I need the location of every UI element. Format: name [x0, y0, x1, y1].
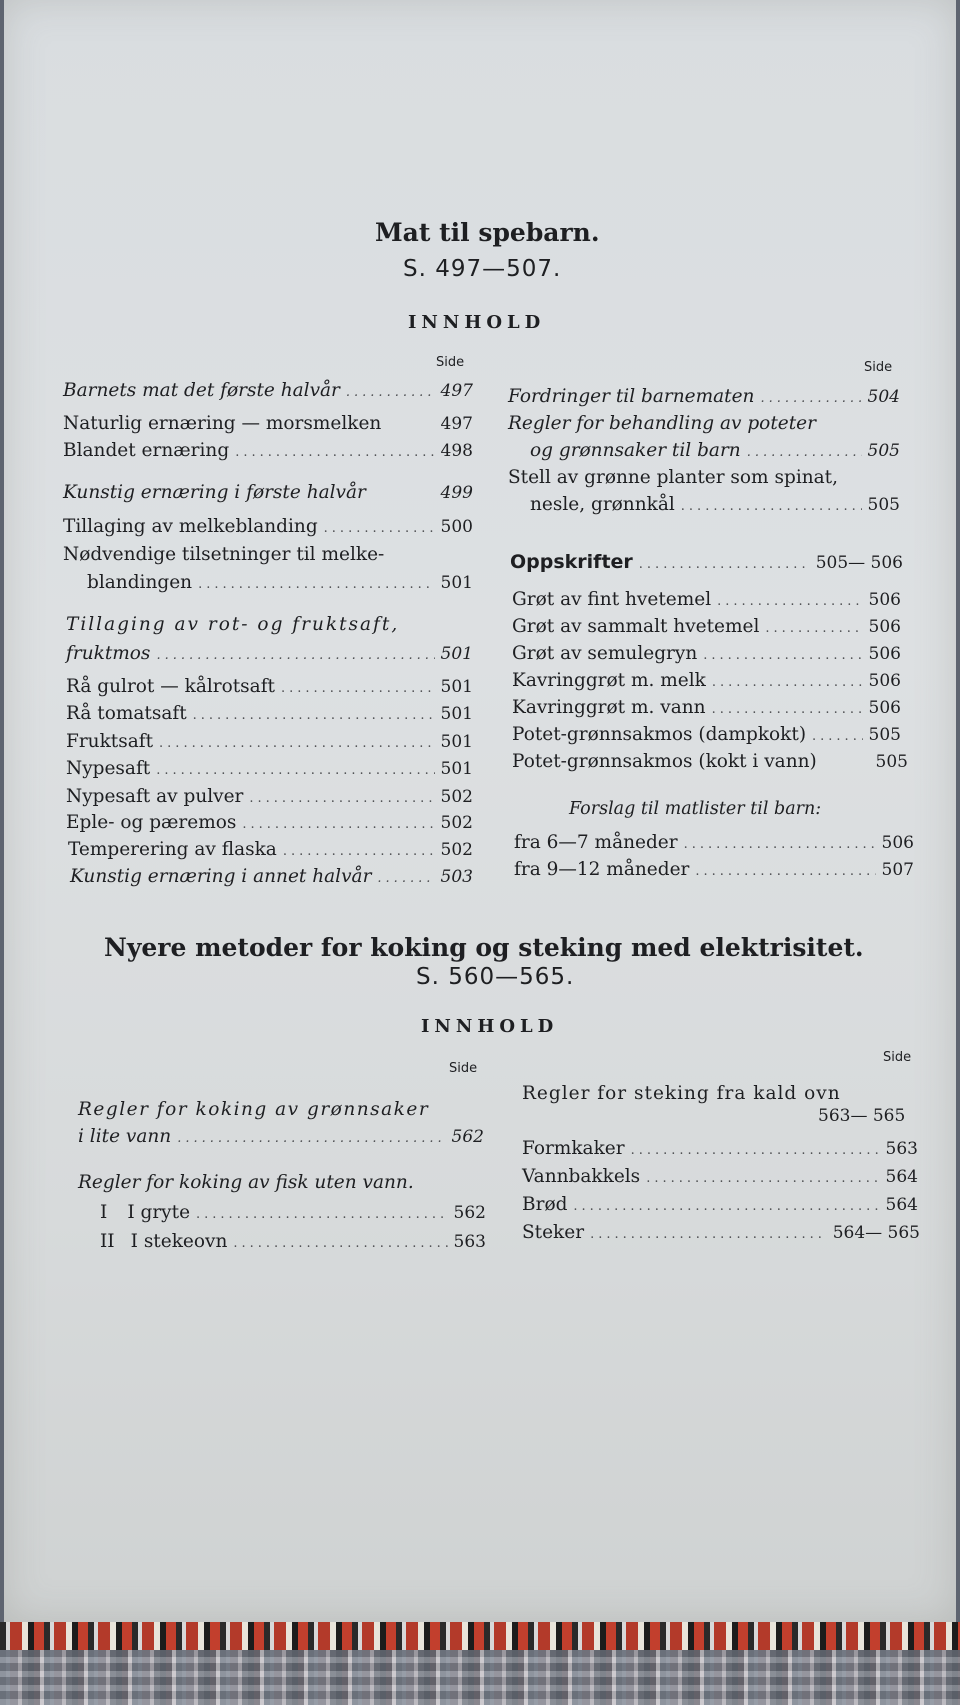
toc-entry: Steker ..... 564— 565 — [522, 1222, 920, 1243]
toc-entry: Potet-grønnsakmos (dampkokt) ..... 505 — [512, 724, 901, 745]
toc-entry: Kunstig ernæring i annet halvår ..... 503 — [70, 866, 473, 887]
toc-section-header: Oppskrifter ..... 505— 506 — [510, 551, 903, 573]
toc-entry-label: Regler for steking fra kald ovn — [522, 1083, 841, 1104]
toc-entry: Tillaging av melkeblanding ..... 500 — [63, 516, 473, 537]
section2-side-left: Side — [449, 1061, 478, 1076]
toc-subheading: Regler for koking av fisk uten vann. — [78, 1172, 414, 1193]
toc-entry: Naturlig ernæring — morsmelken 497 — [63, 413, 473, 434]
toc-entry: nesle, grønnkål ..... 505 — [530, 494, 900, 515]
toc-entry: Formkaker ..... 563 — [522, 1138, 918, 1159]
toc-entry: Nypesaft av pulver ..... 502 — [66, 786, 473, 807]
toc-entry: Rå tomatsaft ..... 501 — [66, 703, 473, 724]
toc-entry-label: Stell av grønne planter som spinat, — [508, 467, 838, 488]
section1-side-left: Side — [436, 355, 465, 370]
toc-entry-label: Nødvendige tilsetninger til melke- — [63, 544, 385, 565]
toc-entry-label: Regler for behandling av poteter — [508, 413, 816, 434]
toc-subheading: Forslag til matlister til barn: — [569, 799, 822, 819]
toc-entry: Eple- og pæremos ..... 502 — [66, 812, 473, 833]
section1-side-right: Side — [864, 360, 893, 375]
section1-title: Mat til spebarn. — [375, 218, 600, 247]
toc-entry-label: Regler for koking av grønnsaker — [78, 1099, 430, 1120]
toc-entry: I I gryte ..... 562 — [100, 1202, 486, 1223]
toc-entry: Grøt av fint hvetemel ..... 506 — [512, 589, 901, 610]
toc-entry: Potet-grønnsakmos (kokt i vann) 505 — [512, 751, 908, 772]
toc-entry: Grøt av sammalt hvetemel ..... 506 — [512, 616, 901, 637]
section2-side-right: Side — [883, 1050, 912, 1065]
toc-entry: Kavringgrøt m. vann ..... 506 — [512, 697, 901, 718]
toc-entry: fra 6—7 måneder ..... 506 — [514, 832, 914, 853]
toc-entry: og grønnsaker til barn ..... 505 — [530, 440, 900, 461]
section1-heading: INNHOLD — [408, 312, 546, 333]
section1-range: S. 497—507. — [403, 256, 562, 282]
toc-entry: Temperering av flaska ..... 502 — [68, 839, 473, 860]
toc-entry-page: 563— 565 — [818, 1106, 906, 1126]
section2-heading: INNHOLD — [421, 1016, 559, 1037]
toc-entry: fra 9—12 måneder ..... 507 — [514, 859, 914, 880]
toc-entry: Blandet ernæring ..... 498 — [63, 440, 473, 461]
toc-entry: II I stekeovn ..... 563 — [100, 1231, 486, 1252]
toc-entry: Grøt av semulegryn ..... 506 — [512, 643, 901, 664]
section2-title: Nyere metoder for koking og steking med elektrisitet. — [104, 933, 864, 962]
woven-mat — [0, 1650, 960, 1705]
toc-entry: fruktmos ..... 501 — [66, 643, 473, 664]
toc-entry-label: Tillaging av rot- og fruktsaft, — [66, 614, 400, 635]
toc-entry: Kavringgrøt m. melk ..... 506 — [512, 670, 901, 691]
toc-entry: Brød ..... 564 — [522, 1194, 918, 1215]
toc-entry: Kunstig ernæring i første halvår 499 — [63, 482, 473, 503]
toc-entry: Vannbakkels ..... 564 — [522, 1166, 918, 1187]
toc-entry: i lite vann ..... 562 — [78, 1126, 484, 1147]
toc-entry: Rå gulrot — kålrotsaft ..... 501 — [66, 676, 473, 697]
toc-entry: Fordringer til barnematen ..... 504 — [508, 386, 900, 407]
section2-range: S. 560—565. — [416, 964, 575, 990]
toc-entry: Barnets mat det første halvår ..... 497 — [63, 380, 473, 401]
toc-entry: blandingen ..... 501 — [87, 572, 473, 593]
toc-entry: Fruktsaft ..... 501 — [66, 731, 473, 752]
toc-entry: Nypesaft ..... 501 — [66, 758, 473, 779]
